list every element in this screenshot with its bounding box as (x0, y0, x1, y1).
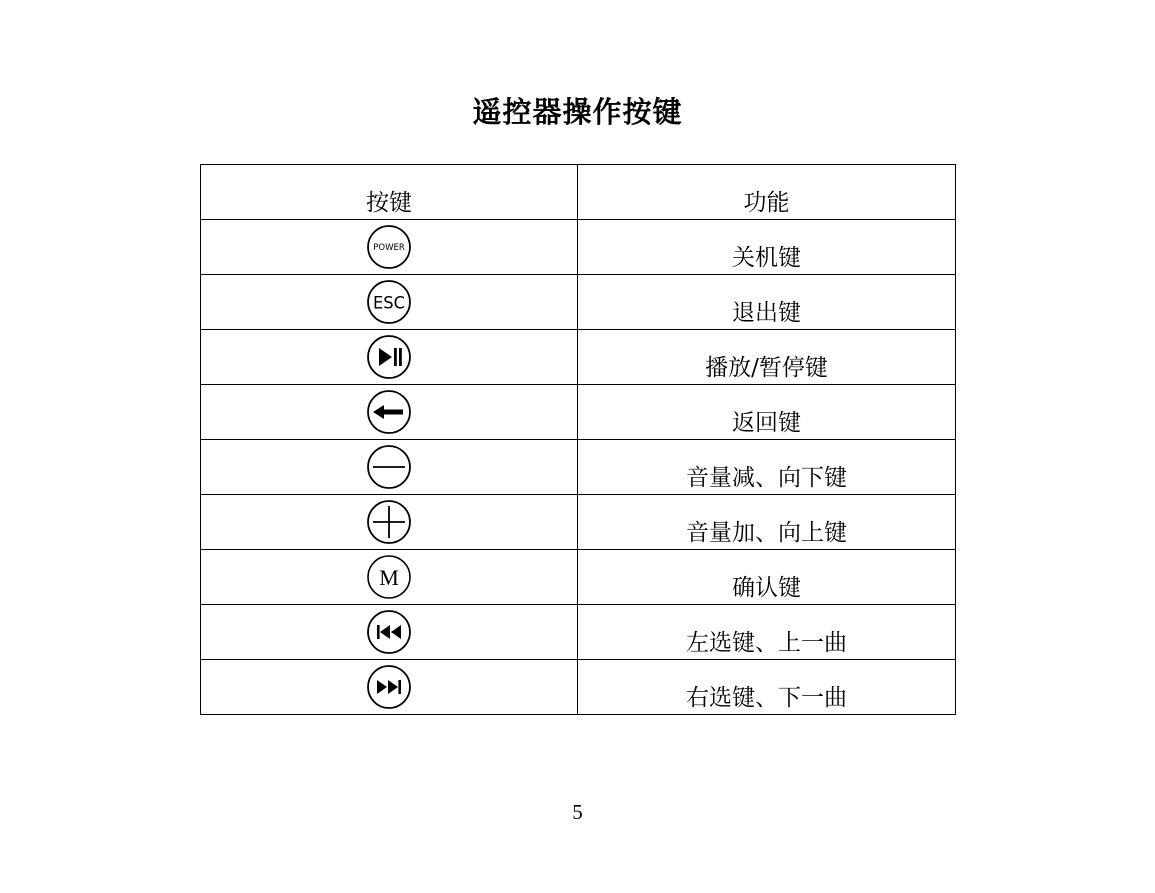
key-cell (201, 660, 578, 715)
key-cell (201, 275, 578, 330)
m-button-icon (366, 554, 412, 600)
table-row (201, 550, 956, 605)
table-row (201, 495, 956, 550)
key-cell (201, 330, 578, 385)
table-row (201, 275, 956, 330)
table-row (201, 220, 956, 275)
table-row (201, 660, 956, 715)
power-button-icon-label: POWER (373, 243, 405, 253)
table-row (201, 440, 956, 495)
page-title: 遥控器操作按键 (472, 95, 683, 129)
m-button-icon-label: M (379, 565, 399, 590)
previous-track-button-icon (366, 609, 412, 655)
table-row (201, 605, 956, 660)
key-cell (201, 495, 578, 550)
play-pause-button-icon (366, 334, 412, 380)
esc-button-icon-label: ESC (373, 293, 405, 314)
column-header-key: 按键 (201, 165, 578, 220)
table-row (201, 330, 956, 385)
page-number: 5 (572, 800, 583, 824)
minus-button-icon (366, 444, 412, 490)
function-cell: 左选键、上一曲 (578, 605, 956, 660)
function-cell: 音量减、向下键 (578, 440, 956, 495)
plus-button-icon (366, 499, 412, 545)
key-cell (201, 220, 578, 275)
table-row (201, 385, 956, 440)
function-cell: 确认键 (578, 550, 956, 605)
power-button-icon (366, 224, 412, 270)
key-cell (201, 550, 578, 605)
column-header-function: 功能 (578, 165, 956, 220)
function-cell: 返回键 (578, 385, 956, 440)
remote-keys-table (200, 164, 956, 715)
function-cell: 音量加、向上键 (578, 495, 956, 550)
table-header-row (201, 165, 956, 220)
back-arrow-button-icon (366, 389, 412, 435)
esc-button-icon (366, 279, 412, 325)
key-cell (201, 385, 578, 440)
function-cell: 关机键 (578, 220, 956, 275)
key-cell (201, 605, 578, 660)
function-cell: 右选键、下一曲 (578, 660, 956, 715)
function-cell: 退出键 (578, 275, 956, 330)
next-track-button-icon (366, 664, 412, 710)
function-cell: 播放/暂停键 (578, 330, 956, 385)
key-cell (201, 440, 578, 495)
